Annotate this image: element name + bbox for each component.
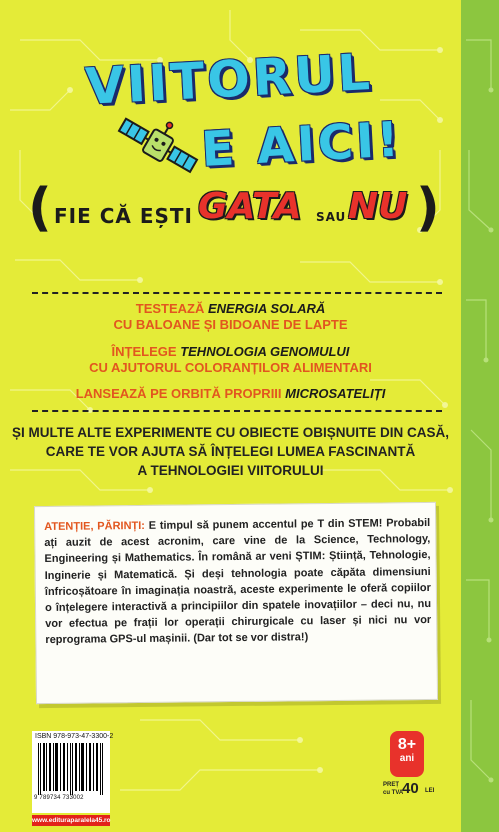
satellite-robot-icon — [112, 112, 202, 182]
price-value: 40 — [402, 780, 419, 797]
isbn-text: ISBN 978-973-47-3300-2 — [35, 733, 114, 740]
subtitle-sau: SAU — [316, 210, 347, 224]
subtitle-gata: GATA — [198, 186, 302, 227]
price-currency: LEI — [425, 788, 435, 794]
bullet-3-main: LANSEAZĂ PE ORBITĂ PROPRIII — [75, 386, 282, 401]
dashed-divider-bottom — [32, 410, 442, 412]
bullet-3-highlight: MICROSATELIȚI — [285, 386, 386, 401]
parents-note-text — [44, 515, 431, 649]
subtitle-nu: NU — [348, 186, 408, 227]
bullet-1-highlight: ENERGIA SOLARĂ — [208, 301, 326, 316]
bullet-2-line2: CU AJUTORUL COLORANȚILOR ALIMENTARI — [89, 360, 372, 375]
bullet-1-line2: CU BALOANE ȘI BIDOANE DE LAPTE — [113, 317, 348, 332]
bullet-2-main: ÎNȚELEGE — [111, 344, 177, 359]
more-experiments-line1: ȘI MULTE ALTE EXPERIMENTE CU OBIECTE OBIȘNUITE DIN CASĂ, — [11, 425, 450, 440]
barcode-number: 9 789734 733002 — [34, 795, 84, 801]
spine-circuit-pattern — [461, 0, 499, 832]
age-number: 8+ — [397, 736, 417, 753]
bullet-item-3 — [0, 386, 461, 402]
price-label: PREȚ — [383, 782, 400, 788]
parents-label: ATENȚIE, PĂRINȚI: — [44, 519, 145, 534]
book-title-line2: E AICI! — [200, 111, 404, 178]
age-badge — [390, 731, 424, 777]
book-spine — [461, 0, 499, 832]
parents-body: E timpul să punem accentul pe T din STEM! Probabil ați auzit de acest acronim, care vine de la Science, Technology, Engineering și Mathematics. În română ar veni ȘTIM: Știință, Tehnologie, Inginerie și Matematică. Și deși tehnologia poate căpăta dimensiuni înfricoșătoare în imaginația noastră, aceste experimente le oferă copiilor o înțelegere interactivă a principiilor din spatele inovațiilor – deci nu, nu vor efectua pe frații lor operații chirurgicale cu laser și nici nu vor reprograma GPS-ul mașinii. (Dar tot se vor distra!) — [44, 516, 432, 647]
barcode-icon — [36, 743, 106, 795]
subtitle-open-paren: ( — [28, 178, 52, 238]
subtitle-lead: FIE CĂ EȘTI — [54, 204, 193, 228]
bullet-2-highlight: TEHNOLOGIA GENOMULUI — [180, 344, 350, 359]
bullet-1-main: TESTEAZĂ — [135, 301, 205, 316]
age-word: ani — [399, 753, 415, 764]
bullet-item-2 — [0, 344, 461, 376]
price-tag — [383, 782, 443, 802]
book-subtitle — [28, 178, 448, 254]
more-experiments-line2: CARE TE VOR AJUTA SĂ ÎNȚELEGI LUMEA FASCINANTĂ — [45, 444, 416, 459]
barcode-block — [32, 731, 114, 813]
bullet-item-1 — [0, 301, 461, 333]
book-title-line1: VIITORUL — [84, 42, 375, 116]
publisher-url[interactable]: www.edituraparalela45.ro — [32, 817, 111, 824]
price-vat-label: cu TVA — [383, 790, 404, 796]
parents-note-box — [34, 502, 438, 704]
subtitle-close-paren: ) — [416, 178, 440, 238]
more-experiments-line3: A TEHNOLOGIEI VIITORULUI — [137, 463, 324, 478]
dashed-divider-top — [32, 292, 442, 294]
